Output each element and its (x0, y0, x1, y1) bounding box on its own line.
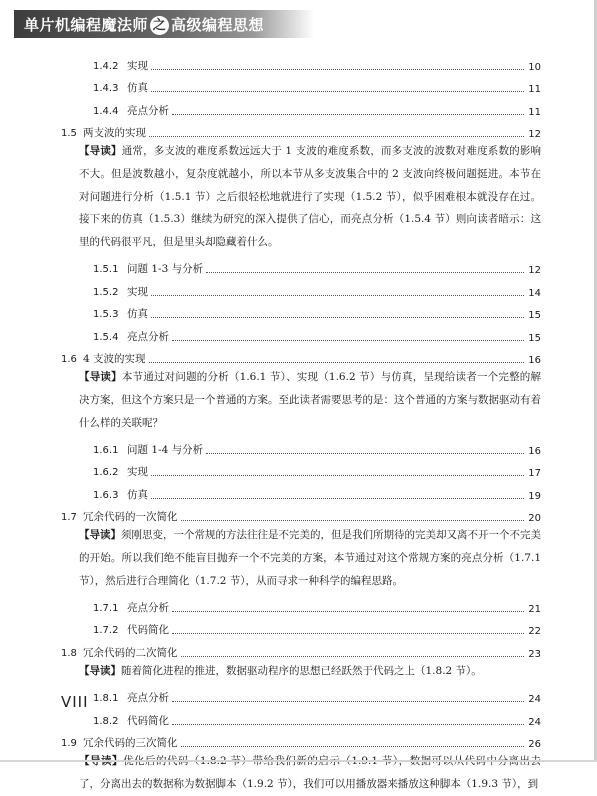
toc-entry-label (61, 509, 181, 524)
toc-leader-dots (151, 294, 524, 296)
toc-entry-title: 两支波的实现 (83, 127, 146, 140)
toc-entry-label (61, 622, 172, 637)
toc-entry-label (61, 464, 151, 479)
running-header (14, 10, 314, 38)
toc-subsection-entry[interactable] (61, 73, 541, 96)
toc-entry-page: 16 (528, 355, 541, 367)
toc-leader-dots (151, 90, 524, 92)
toc-entry-label (61, 306, 151, 321)
toc-subsection-entry[interactable] (61, 434, 541, 457)
toc-entry-page: 11 (528, 106, 541, 118)
table-of-contents (61, 50, 541, 796)
toc-entry-number: 1.6 (61, 354, 77, 366)
toc-leader-dots (172, 339, 524, 341)
toc-entry-number: 1.6.3 (93, 489, 119, 501)
toc-entry-label (61, 125, 149, 140)
toc-subsection-entry[interactable] (61, 299, 541, 322)
toc-entry-label (61, 58, 151, 73)
toc-intro-tag: 【导读】 (79, 665, 121, 678)
toc-subsection-entry[interactable] (61, 705, 541, 728)
toc-leader-dots (151, 474, 524, 476)
toc-entry-number: 1.8 (61, 648, 77, 660)
toc-leader-dots (149, 361, 525, 363)
toc-section-entry[interactable] (61, 344, 541, 367)
toc-entry-label (61, 645, 181, 660)
toc-intro-tag: 【导读】 (79, 371, 122, 384)
toc-intro-tag: 【导读】 (79, 145, 122, 158)
toc-entry-title: 冗余代码的一次简化 (83, 511, 178, 524)
toc-entry-page: 21 (528, 603, 541, 615)
toc-subsection-entry[interactable] (61, 50, 541, 73)
toc-entry-number: 1.8.2 (93, 715, 119, 727)
toc-section-entry[interactable] (61, 728, 541, 751)
toc-entry-page: 16 (528, 445, 541, 457)
toc-entry-page: 24 (528, 716, 541, 728)
toc-leader-dots (206, 452, 524, 454)
toc-entry-number: 1.9 (61, 738, 77, 750)
toc-entry-page: 11 (528, 84, 541, 96)
running-header-title (14, 14, 264, 35)
toc-leader-dots (206, 271, 524, 273)
toc-intro (61, 366, 541, 434)
header-title-right: 高级编程思想 (171, 15, 265, 34)
toc-entry-page: 19 (528, 490, 541, 502)
toc-leader-dots (172, 610, 524, 612)
toc-entry-title: 问题 1-4 与分析 (127, 443, 204, 456)
toc-entry-label (61, 487, 151, 502)
header-title-mid: 之 (150, 16, 169, 35)
toc-intro-text: 须刚思变，一个常规的方法往往是不完美的，但是我们所期待的完美却又离不开一个不完美的开始。所以我们绝不能盲目抛弃一个不完美的方案，本节通过对这个常规方案的亮点分析（1.7.1 节），然后进行合理简化（1.7.2 节），从而寻求一种科学的编程思路。 (79, 529, 541, 587)
toc-leader-dots (172, 700, 524, 702)
toc-entry-number: 1.6.2 (93, 467, 119, 479)
toc-entry-title: 亮点分析 (127, 601, 169, 614)
toc-intro-text: 本节通过对问题的分析（1.6.1 节）、实现（1.6.2 节）与仿真，呈现给读者一个完整的解决方案，但这个方案只是一个普通的方案。至此读者需要思考的是：这个普通的方案与数据驱动有着什么样的关联呢？ (79, 371, 542, 429)
toc-leader-dots (151, 497, 524, 499)
toc-leader-dots (181, 655, 525, 657)
toc-intro (61, 140, 541, 253)
toc-entry-number: 1.4.2 (93, 60, 119, 72)
toc-entry-number: 1.7.2 (93, 625, 119, 637)
toc-section-entry[interactable] (61, 637, 541, 660)
toc-subsection-entry[interactable] (61, 321, 541, 344)
toc-leader-dots (172, 632, 524, 634)
toc-intro (61, 524, 541, 592)
toc-intro-tag: 【导读】 (79, 529, 121, 542)
toc-leader-dots (181, 745, 525, 747)
toc-entry-number: 1.7 (61, 512, 77, 524)
toc-leader-dots (172, 723, 524, 725)
toc-entry-title: 实现 (127, 466, 148, 479)
toc-entry-number: 1.5 (61, 128, 77, 140)
toc-intro (61, 750, 541, 795)
toc-entry-page: 23 (528, 649, 541, 661)
toc-entry-title: 仿真 (127, 308, 148, 321)
toc-intro-text: 随着简化进程的推进，数据驱动程序的思想已经跃然于代码之上（1.8.2 节）。 (121, 665, 482, 678)
toc-entry-title: 问题 1-3 与分析 (127, 262, 204, 275)
toc-entry-number: 1.8.1 (93, 693, 119, 705)
toc-entry-label (61, 329, 172, 344)
toc-entry-label (61, 261, 206, 276)
toc-entry-page: 24 (528, 694, 541, 706)
toc-subsection-entry[interactable] (61, 683, 541, 706)
toc-entry-label (61, 713, 172, 728)
toc-entry-title: 仿真 (127, 488, 148, 501)
toc-entry-title: 亮点分析 (127, 692, 169, 705)
toc-subsection-entry[interactable] (61, 615, 541, 638)
toc-section-entry[interactable] (61, 502, 541, 525)
toc-entry-number: 1.4.4 (93, 105, 119, 117)
toc-entry-title: 冗余代码的二次简化 (83, 647, 178, 660)
toc-entry-page: 10 (528, 61, 541, 73)
toc-subsection-entry[interactable] (61, 592, 541, 615)
toc-entry-page: 15 (528, 332, 541, 344)
toc-subsection-entry[interactable] (61, 479, 541, 502)
toc-entry-number: 1.4.3 (93, 83, 119, 95)
toc-entry-title: 仿真 (127, 82, 148, 95)
toc-entry-number: 1.7.1 (93, 602, 119, 614)
toc-entry-label (61, 600, 172, 615)
toc-entry-label (61, 80, 151, 95)
toc-subsection-entry[interactable] (61, 253, 541, 276)
toc-subsection-entry[interactable] (61, 457, 541, 480)
toc-leader-dots (172, 113, 524, 115)
toc-entry-number: 1.5.2 (93, 286, 119, 298)
toc-entry-number: 1.5.1 (93, 263, 119, 275)
toc-entry-number: 1.5.4 (93, 331, 119, 343)
toc-entry-title: 冗余代码的三次简化 (83, 737, 178, 750)
toc-entry-page: 12 (528, 129, 541, 141)
toc-entry-page: 20 (528, 513, 541, 525)
toc-entry-label (61, 284, 151, 299)
toc-subsection-entry[interactable] (61, 276, 541, 299)
toc-entry-number: 1.6.1 (93, 444, 119, 456)
toc-intro-text: 通常，多支波的难度系数远远大于 1 支波的难度系数，而多支波的波数对难度系数的影响不大。但是波数越小，复杂度就越小，所以本节从多支波集合中的 2 支波向终极问题挺进。本节在对问题进行分析（1.5.1 节）之后很轻松地就进行了实现（1.5.2 节），似乎困难根本就没存在过。接下来的仿真（1.5.3）继续为研究的深入提供了信心，而亮点分析（1.5.4 节）则向读者暗示：这里的代码很平凡，但是里头却隐藏着什么。 (79, 145, 542, 248)
toc-section-entry[interactable] (61, 118, 541, 141)
toc-entry-page: 22 (528, 626, 541, 638)
toc-leader-dots (151, 316, 524, 318)
toc-leader-dots (181, 519, 525, 521)
toc-entry-title: 亮点分析 (127, 330, 169, 343)
toc-entry-title: 亮点分析 (127, 104, 169, 117)
toc-entry-label (61, 103, 172, 118)
toc-entry-title: 代码简化 (127, 714, 169, 727)
toc-entry-label (61, 351, 149, 366)
toc-entry-title: 实现 (127, 285, 148, 298)
header-title-left: 单片机编程魔法师 (24, 15, 149, 34)
toc-intro (61, 660, 541, 683)
toc-leader-dots (149, 135, 524, 137)
toc-entry-page: 17 (528, 468, 541, 480)
page-folio: VIII (61, 693, 89, 711)
toc-entry-title: 代码简化 (127, 624, 169, 637)
toc-subsection-entry[interactable] (61, 95, 541, 118)
toc-entry-page: 26 (528, 739, 541, 751)
toc-entry-page: 15 (528, 310, 541, 322)
toc-entry-page: 14 (528, 287, 541, 299)
toc-entry-label (61, 442, 206, 457)
toc-entry-title: 实现 (127, 59, 148, 72)
toc-leader-dots (151, 68, 524, 70)
toc-entry-title: 4 支波的实现 (83, 353, 146, 366)
toc-intro-text: 了，分离出去的数据称为数据脚本（1.9.2 节），我们可以用播放器来播放这种脚本（1.9.3 节），到 (79, 778, 539, 790)
toc-entry-label (61, 735, 181, 750)
toc-entry-page: 12 (528, 264, 541, 276)
toc-entry-number: 1.5.3 (93, 309, 119, 321)
